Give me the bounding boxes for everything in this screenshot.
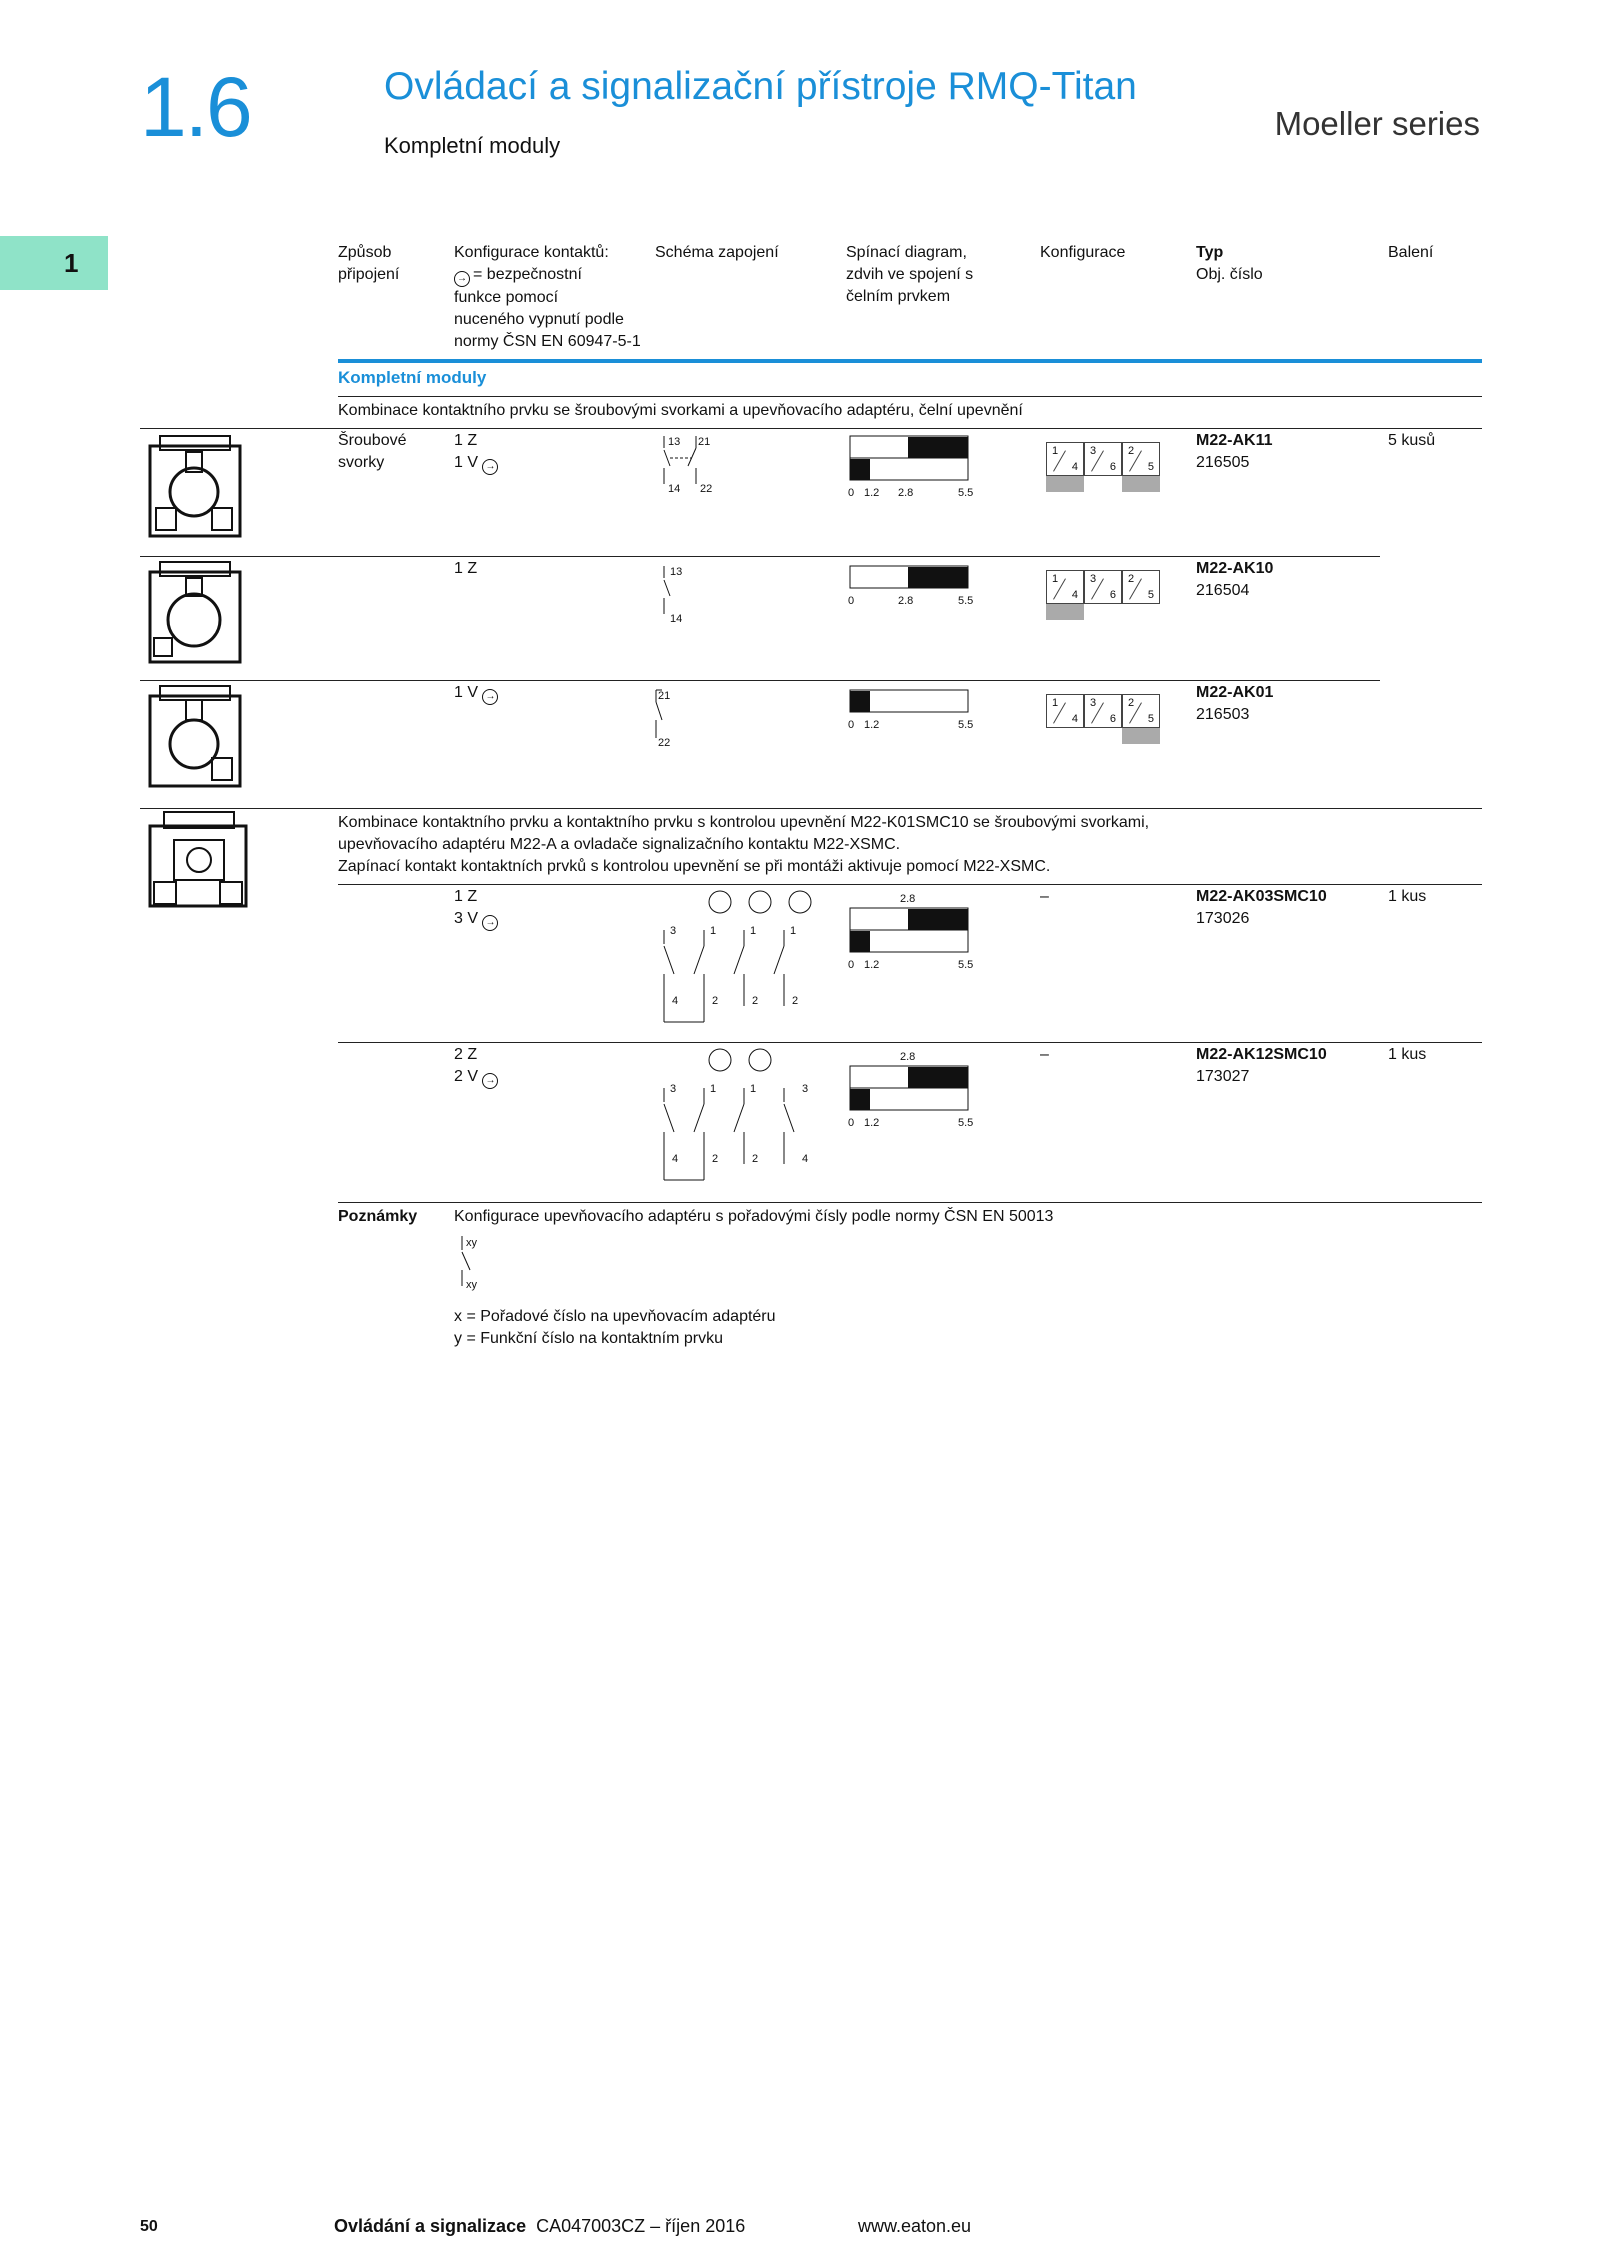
product-image-ak01 xyxy=(146,686,246,796)
schema-label: 2 xyxy=(752,995,759,1007)
col-header-connection: Způsob připojení xyxy=(338,244,400,283)
header-rule xyxy=(338,359,1482,363)
row-ak10-contacts: 1 Z xyxy=(454,560,478,577)
col-header-diagram: Spínací diagram, zdvih ve spojení s čelním prvkem xyxy=(846,244,974,305)
diagram-ak03smc10 xyxy=(848,892,978,972)
divider xyxy=(338,396,1482,397)
schema-ak10 xyxy=(660,566,700,626)
schema-label: 4 xyxy=(802,1153,809,1165)
footer-page-number: 50 xyxy=(140,2218,158,2235)
divider xyxy=(338,1202,1482,1203)
diagram-tick: 5.5 xyxy=(958,719,974,731)
divider xyxy=(338,1042,1482,1043)
row-ak10-type: M22-AK10 216504 xyxy=(1196,560,1274,599)
schema-label: 4 xyxy=(672,995,679,1007)
schema-label: 1 xyxy=(790,925,797,937)
schema-label: 13 xyxy=(668,436,681,448)
product-image-ak11 xyxy=(146,436,246,546)
group1-description: Kombinace kontaktního prvku se šroubovými svorkami a upevňovacího adaptéru, čelní upevnění xyxy=(338,402,1023,419)
safety-arrow-icon: → xyxy=(454,271,470,287)
notes-y: y = Funkční číslo na kontaktním prvku xyxy=(454,1330,724,1347)
col-header-type: Typ Obj. číslo xyxy=(1196,244,1263,283)
notes-text: Konfigurace upevňovacího adaptéru s pořadovými čísly podle normy ČSN EN 50013 xyxy=(454,1208,1054,1225)
footer-url[interactable]: www.eaton.eu xyxy=(858,2216,972,2236)
schema-label: 1 xyxy=(750,925,757,937)
section-title: Kompletní moduly xyxy=(338,368,487,387)
row-ak11-connection: Šroubové svorky xyxy=(338,432,407,471)
safety-arrow-icon: → xyxy=(482,459,498,475)
diagram-tick: 1.2 xyxy=(864,959,880,971)
col-header-pack: Balení xyxy=(1388,244,1434,261)
schema-label: 2 xyxy=(712,1153,719,1165)
row-ak01-type: M22-AK01 216503 xyxy=(1196,684,1274,723)
schema-label: 1 xyxy=(710,925,717,937)
schema-label: 22 xyxy=(658,737,671,749)
diagram-ak10 xyxy=(848,566,978,626)
schema-label: xy xyxy=(466,1237,477,1249)
safety-arrow-icon: → xyxy=(482,1073,498,1089)
notes-x: x = Pořadové číslo na upevňovacím adaptéru xyxy=(454,1308,776,1325)
schema-label: 14 xyxy=(670,613,683,625)
row-ak12smc10-config: – xyxy=(1040,1046,1049,1063)
diagram-tick: 1.2 xyxy=(864,1117,880,1129)
row-ak12smc10-type: M22-AK12SMC10 173027 xyxy=(1196,1046,1327,1085)
diagram-ak11 xyxy=(848,436,978,499)
group2-description: Kombinace kontaktního prvku a kontaktního prvku s kontrolou upevnění M22-K01SMC10 se šroubovými svorkami, upevňovacího adaptéru M22-A a ovladače signalizačního kontaktu M22-XSMC. Zapínací kontakt kontaktních prvků s kontrolou upevnění se při montáži aktivuje pomocí M22-XSMC. xyxy=(338,814,1150,875)
schema-label: xy xyxy=(466,1279,477,1291)
safety-arrow-icon: → xyxy=(482,915,498,931)
col-header-schema: Schéma zapojení xyxy=(655,244,779,261)
diagram-tick: 5.5 xyxy=(958,487,974,499)
col-header-contacts: Konfigurace kontaktů: → = bezpečnostní funkce pomocí nuceného vypnutí podle normy ČSN EN 60947-5-1 xyxy=(454,244,641,350)
diagram-tick: 1.2 xyxy=(864,487,880,499)
schema-label: 21 xyxy=(658,690,671,702)
chapter-tab-label: 1 xyxy=(64,248,79,278)
schema-label: 3 xyxy=(670,925,677,937)
schema-label: 14 xyxy=(668,483,681,495)
divider xyxy=(140,808,1482,809)
col-header-config: Konfigurace xyxy=(1040,244,1126,261)
page-subtitle: Kompletní moduly xyxy=(384,133,561,158)
notes-contact-symbol xyxy=(458,1236,498,1296)
product-image-smc xyxy=(144,812,254,922)
chapter-number: 1.6 xyxy=(140,60,251,154)
config-ak01: 1 4 3 6 2 5 xyxy=(1046,694,1166,750)
schema-label: 4 xyxy=(672,1153,679,1165)
config-ak11: 1 4 3 6 2 5 xyxy=(1046,442,1166,498)
divider xyxy=(140,428,1482,429)
schema-ak01 xyxy=(652,690,692,750)
notes-label: Poznámky xyxy=(338,1208,418,1225)
row-ak01-contacts: 1 V → xyxy=(454,682,498,705)
row-ak03smc10-pack: 1 kus xyxy=(1388,888,1427,905)
schema-label: 22 xyxy=(700,483,713,495)
row-ak03smc10-contacts: 1 Z 3 V → xyxy=(454,886,498,931)
schema-label: 2 xyxy=(792,995,799,1007)
diagram-ak12smc10 xyxy=(848,1050,978,1130)
schema-label: 1 xyxy=(750,1083,757,1095)
divider xyxy=(140,680,1380,681)
schema-ak03smc10 xyxy=(660,890,820,1040)
schema-label: 21 xyxy=(698,436,711,448)
series-label: Moeller series xyxy=(1274,105,1480,142)
diagram-tick: 5.5 xyxy=(958,595,974,607)
diagram-tick: 0 xyxy=(848,1117,855,1129)
schema-label: 3 xyxy=(802,1083,809,1095)
chapter-tab[interactable] xyxy=(0,236,108,290)
schema-label: 13 xyxy=(670,566,683,578)
diagram-tick: 0 xyxy=(848,487,855,499)
divider xyxy=(338,884,1482,885)
row-ak11-type: M22-AK11 216505 xyxy=(1196,432,1273,471)
diagram-tick: 2.8 xyxy=(900,893,916,905)
diagram-tick: 0 xyxy=(848,719,855,731)
diagram-tick: 2.8 xyxy=(898,595,914,607)
row-ak03smc10-type: M22-AK03SMC10 173026 xyxy=(1196,888,1327,927)
diagram-tick: 0 xyxy=(848,959,855,971)
diagram-tick: 5.5 xyxy=(958,959,974,971)
row-ak11-contacts: 1 Z 1 V → xyxy=(454,430,498,475)
diagram-tick: 5.5 xyxy=(958,1117,974,1129)
diagram-tick: 2.8 xyxy=(898,487,914,499)
schema-ak11 xyxy=(660,436,720,496)
schema-label: 2 xyxy=(712,995,719,1007)
row-ak12smc10-contacts: 2 Z 2 V → xyxy=(454,1044,498,1089)
row-ak11-pack: 5 kusů xyxy=(1388,432,1436,449)
diagram-ak01 xyxy=(848,690,978,750)
product-image-ak10 xyxy=(146,562,246,672)
schema-label: 3 xyxy=(670,1083,677,1095)
row-ak03smc10-config: – xyxy=(1040,888,1049,905)
safety-arrow-icon: → xyxy=(482,689,498,705)
schema-label: 1 xyxy=(710,1083,717,1095)
config-ak10: 1 4 3 6 2 5 xyxy=(1046,570,1166,626)
diagram-tick: 2.8 xyxy=(900,1051,916,1063)
diagram-tick: 0 xyxy=(848,595,855,607)
row-ak12smc10-pack: 1 kus xyxy=(1388,1046,1427,1063)
footer-info: Ovládání a signalizace CA047003CZ – říjen 2016 xyxy=(334,2216,746,2236)
diagram-tick: 1.2 xyxy=(864,719,880,731)
divider xyxy=(140,556,1380,557)
page-title: Ovládací a signalizační přístroje RMQ-Titan xyxy=(384,65,1137,108)
schema-label: 2 xyxy=(752,1153,759,1165)
schema-ak12smc10 xyxy=(660,1048,820,1198)
